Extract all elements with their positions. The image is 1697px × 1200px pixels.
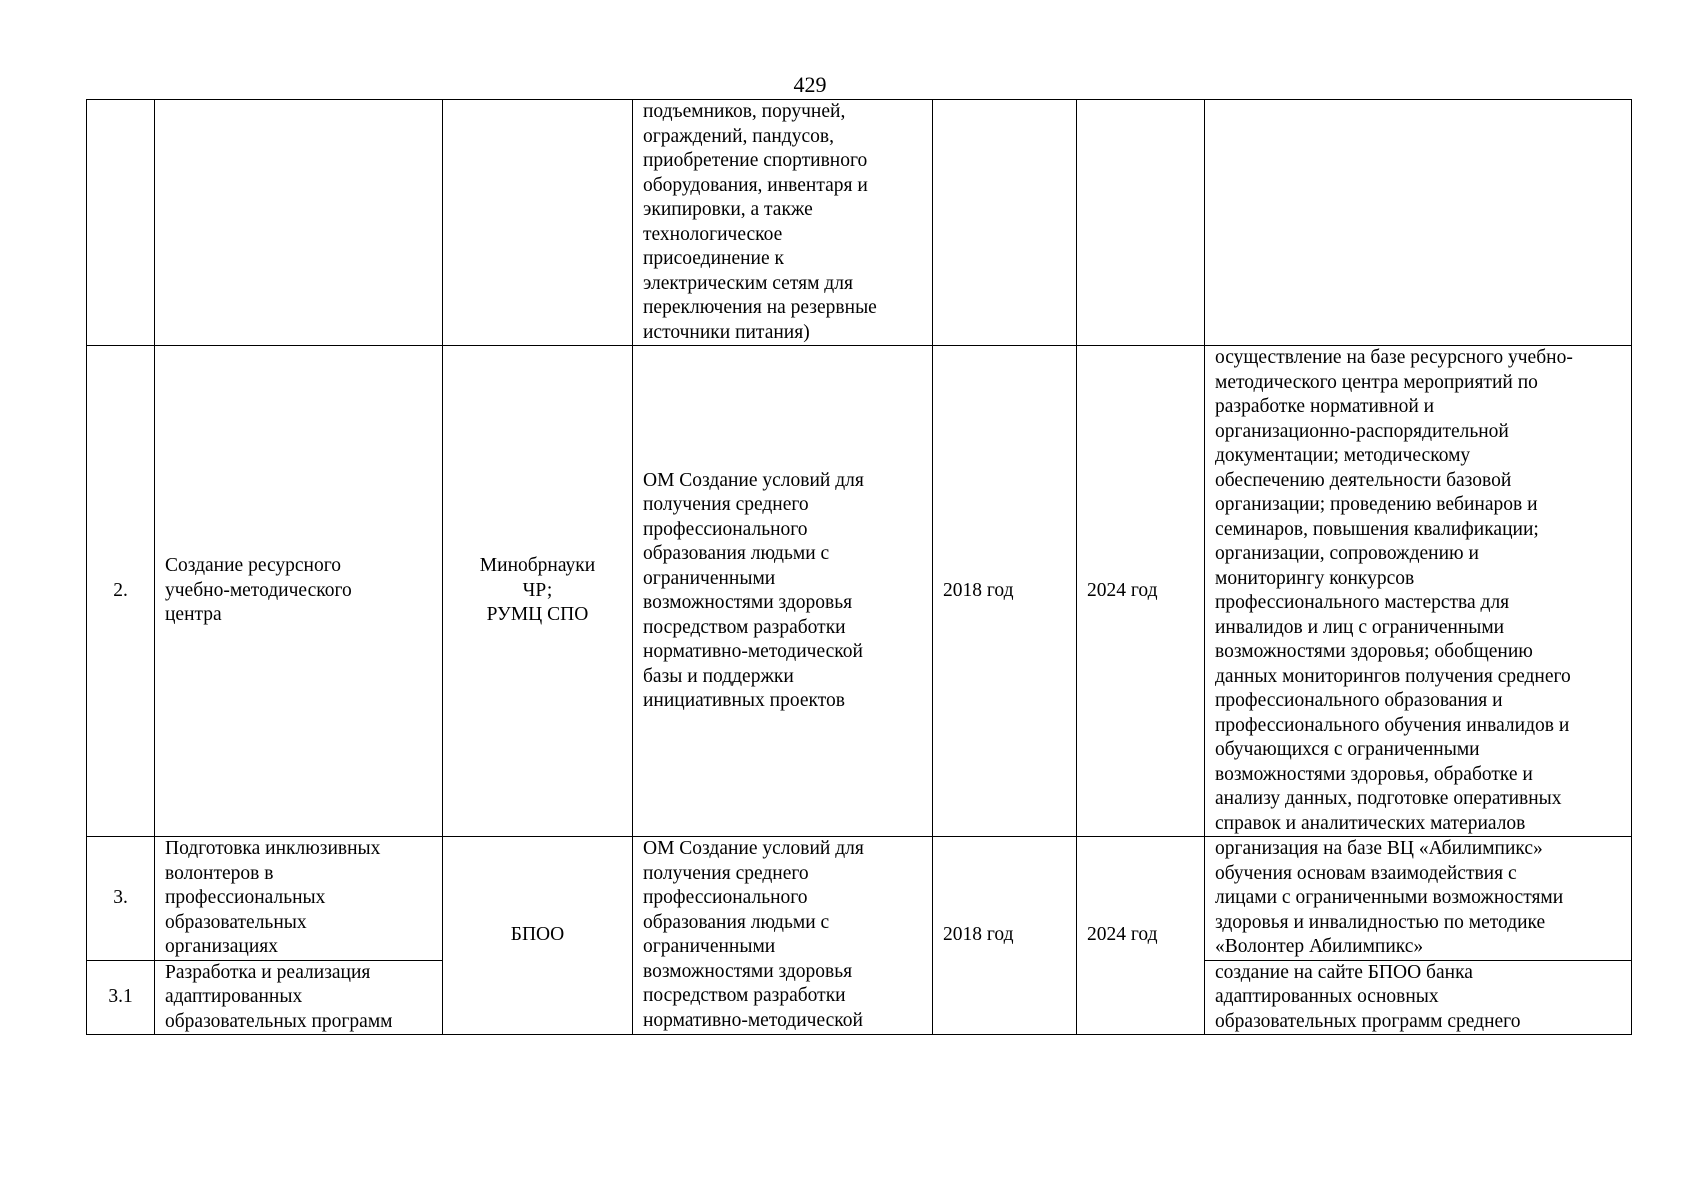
end-year <box>1077 100 1205 346</box>
row-number: 3. <box>87 837 155 961</box>
executor: БПОО <box>443 837 633 1035</box>
measure-name: Разработка и реализация адаптированных образовательных программ <box>155 960 443 1035</box>
end-year: 2024 год <box>1077 346 1205 837</box>
page-number: 429 <box>793 72 827 97</box>
expected-result: осуществление на базе ресурсного учебно- методического центра мероприятий по разработке нормативной и организационно-распорядительной документации; методическому обеспечению деятельности базовой организации; проведению вебинаров и семинаров, повышения квалификации; организации, сопровождению и мониторингу конкурсов профессионального мастерства для инвалидов и лиц с ограниченными возможностями здоровья; обобщению данных мониторингов получения среднего профессионального образования и профессионального обучения инвалидов и обучающихся с ограниченными возможностями здоровья, обработке и анализу данных, подготовке оперативных справок и аналитических материалов <box>1205 346 1632 837</box>
end-year: 2024 год <box>1077 837 1205 1035</box>
basic-measure: ОМ Создание условий для получения среднего профессионального образования людьми с ограниченными возможностями здоровья посредством разработки нормативно-методической <box>633 837 933 1035</box>
measure-name <box>155 100 443 346</box>
measure-name: Подготовка инклюзивных волонтеров в профессиональных образовательных организациях <box>155 837 443 961</box>
table-row <box>87 100 1632 346</box>
basic-measure: ОМ Создание условий для получения среднего профессионального образования людьми с ограниченными возможностями здоровья посредством разработки нормативно-методической базы и поддержки инициативных проектов <box>633 346 933 837</box>
measure-name: Создание ресурсного учебно-методического центра <box>155 346 443 837</box>
start-year: 2018 год <box>933 346 1077 837</box>
executor: Минобрнауки ЧР; РУМЦ СПО <box>443 346 633 837</box>
row-number: 2. <box>87 346 155 837</box>
expected-result: создание на сайте БПОО банка адаптированных основных образовательных программ среднего <box>1205 960 1632 1035</box>
expected-result <box>1205 100 1632 346</box>
executor <box>443 100 633 346</box>
measures-table <box>86 99 1632 1035</box>
table-row <box>87 346 1632 837</box>
start-year: 2018 год <box>933 837 1077 1035</box>
row-number: 3.1 <box>87 960 155 1035</box>
basic-measure: подъемников, поручней, ограждений, пандусов, приобретение спортивного оборудования, инвентаря и экипировки, а также технологическое присоединение к электрическим сетям для переключения на резервные источники питания) <box>633 100 933 346</box>
expected-result: организация на базе ВЦ «Абилимпикс» обучения основам взаимодействия с лицами с ограниченными возможностями здоровья и инвалидностью по методике «Волонтер Абилимпикс» <box>1205 837 1632 961</box>
row-number <box>87 100 155 346</box>
table-row <box>87 837 1632 961</box>
start-year <box>933 100 1077 346</box>
